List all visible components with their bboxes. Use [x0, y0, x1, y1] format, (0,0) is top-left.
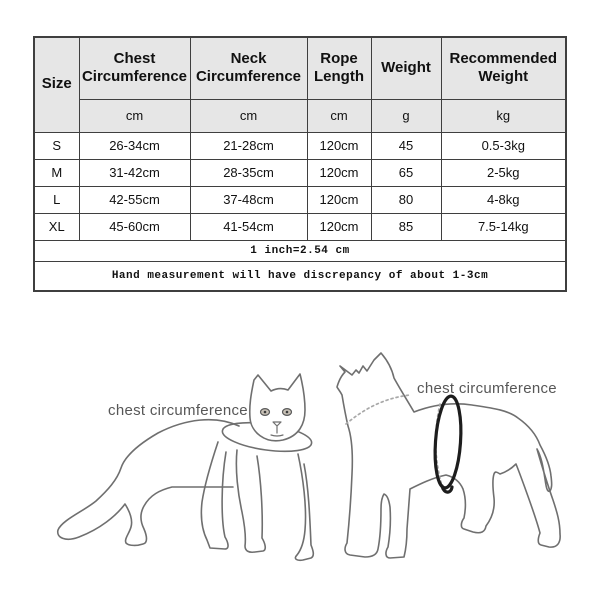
cell-chest: 31-42cm [79, 159, 190, 186]
unit-recommended: kg [441, 99, 566, 132]
table-row-xl [34, 213, 566, 240]
col-header-chest: Chest Circumference [79, 37, 190, 99]
cell-weight: 85 [371, 213, 441, 240]
table-row-s [34, 132, 566, 159]
note-inch-conversion: 1 inch=2.54 cm [34, 240, 566, 261]
units-row [34, 99, 566, 132]
cell-rope: 120cm [307, 132, 371, 159]
unit-weight: g [371, 99, 441, 132]
cell-neck: 21-28cm [190, 132, 307, 159]
unit-chest: cm [79, 99, 190, 132]
cell-rope: 120cm [307, 213, 371, 240]
col-header-neck: Neck Circumference [190, 37, 307, 99]
cell-rope: 120cm [307, 159, 371, 186]
cell-neck: 28-35cm [190, 159, 307, 186]
cell-size: XL [34, 213, 79, 240]
cell-recommended: 4-8kg [441, 186, 566, 213]
cell-recommended: 7.5-14kg [441, 213, 566, 240]
table-row-m [34, 159, 566, 186]
note-row-measurement [34, 261, 566, 291]
cell-recommended: 2-5kg [441, 159, 566, 186]
cell-size: S [34, 132, 79, 159]
col-header-size: Size [34, 37, 79, 132]
cell-chest: 42-55cm [79, 186, 190, 213]
col-header-weight: Weight [371, 37, 441, 99]
cat-front-leg-near [201, 442, 228, 549]
cell-weight: 80 [371, 186, 441, 213]
header-row [34, 37, 566, 99]
cat-front-leg-far [236, 450, 265, 552]
unit-rope: cm [307, 99, 371, 132]
cell-chest: 26-34cm [79, 132, 190, 159]
cell-recommended: 0.5-3kg [441, 132, 566, 159]
cell-size: M [34, 159, 79, 186]
dog-chest-circumference-label: chest circumference [417, 380, 557, 397]
col-header-rope: Rope Length [307, 37, 371, 99]
size-table [33, 36, 567, 292]
cell-size: L [34, 186, 79, 213]
cell-chest: 45-60cm [79, 213, 190, 240]
cat-pupil-right [286, 411, 289, 414]
unit-neck: cm [190, 99, 307, 132]
table-row-l [34, 186, 566, 213]
cell-rope: 120cm [307, 186, 371, 213]
cat-illustration [55, 362, 315, 570]
cell-neck: 41-54cm [190, 213, 307, 240]
note-row-inch [34, 240, 566, 261]
cell-weight: 45 [371, 132, 441, 159]
cat-chest-circumference-label: chest circumference [108, 402, 248, 419]
cell-weight: 65 [371, 159, 441, 186]
note-measurement-discrepancy: Hand measurement will have discrepancy of about 1-3cm [34, 261, 566, 291]
cat-pupil-left [264, 411, 267, 414]
cat-hind-leg-far [295, 454, 313, 560]
col-header-recommended: Recommended Weight [441, 37, 566, 99]
cell-neck: 37-48cm [190, 186, 307, 213]
cat-body-outline [58, 420, 239, 546]
dog-illustration [330, 338, 570, 570]
